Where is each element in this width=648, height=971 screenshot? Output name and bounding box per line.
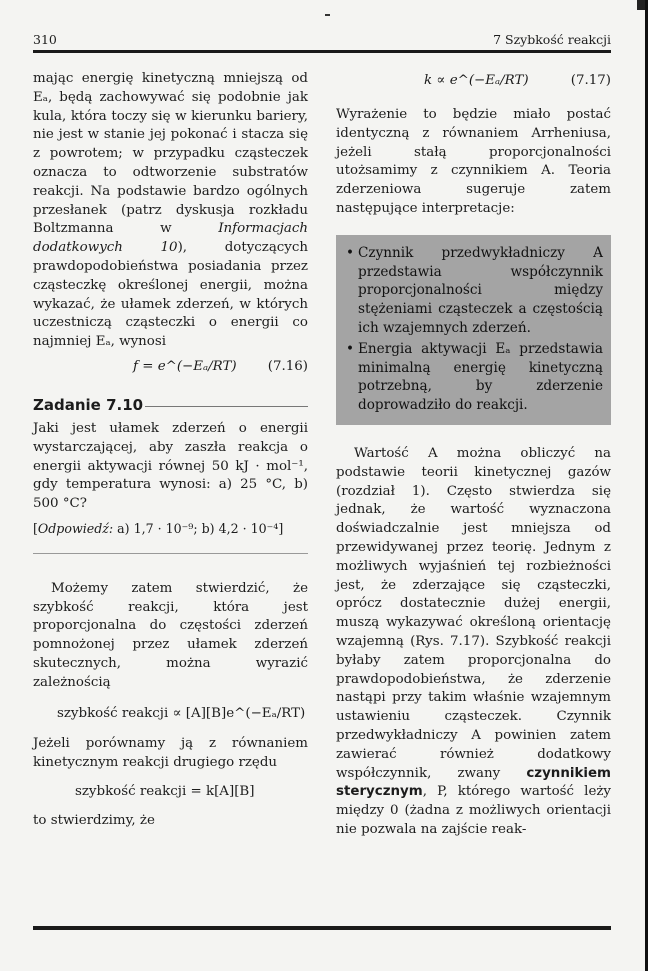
equation-expression: k ∝ e^(−Eₐ/RT)	[424, 73, 529, 88]
equation-7-17	[336, 70, 611, 92]
scan-mark	[325, 14, 330, 16]
answer-label: Odpowiedź:	[37, 520, 114, 536]
page-number: 310	[33, 32, 57, 47]
body-paragraph: Wyrażenie to będzie miało postać identyczną z równaniem Arrheniusa, jeżeli stałą proporcjonalności utożsamimy z czynnikiem A. Teoria zderzeniowa sugeruje zatem następujące interpretacje:	[336, 107, 611, 216]
term-steric-factor: czynnikiem sterycznym	[336, 765, 611, 800]
key-point: • Czynnik przedwykładniczy A przedstawia współczynnik proporcjonalności między stężeniami cząsteczek a częstością ich wzajemnych zderzeń.	[346, 244, 603, 338]
task-heading	[33, 390, 308, 420]
scan-corner-mark	[637, 0, 645, 10]
equation-number: (7.17)	[570, 73, 611, 88]
task-text: Jaki jest ułamek zderzeń o energii wystarczającej, aby zaszła reakcja o energii aktywacji równej 50 kJ · mol⁻¹, gdy temperatura wynosi: a) 25 °C, b) 500 °C?	[33, 420, 308, 512]
header-rule	[33, 50, 611, 53]
second-order-rate-law: szybkość reakcji = k[A][B]	[75, 783, 255, 799]
answer-value: a) 1,7 · 10⁻⁹; b) 4,2 · 10⁻⁴	[117, 520, 279, 536]
left-column	[33, 70, 308, 831]
body-paragraph: Jeżeli porównamy ją z równaniem kinetycznym reakcji drugiego rzędu	[33, 736, 308, 771]
task-answer: [Odpowiedź: a) 1,7 · 10⁻⁹; b) 4,2 · 10⁻⁴]	[33, 520, 284, 536]
task-title: Zadanie 7.10	[33, 395, 144, 414]
right-column	[336, 70, 611, 840]
task-separator	[33, 553, 308, 554]
equation-number: (7.16)	[267, 358, 308, 374]
running-header	[33, 28, 611, 50]
body-paragraph: Możemy zatem stwierdzić, że szybkość reakcji, która jest proporcjonalna do częstości zderzeń pomnożonej przez ułamek zderzeń skutecznych, można wyrazić zależnością	[33, 580, 308, 690]
body-paragraph: Wartość A można obliczyć na podstawie teorii kinetycznej gazów (rozdział 1). Często stwierdza się jednak, że wartość wyznaczona doświadczalnie jest mniejsza od przewidywanej przez teorię. Jednym z możliwych wyjaśnień tej rozbieżności jest, że zderzające się cząsteczki, oprócz dostatecznie dużej energii, muszą wykazywać określoną orientację wzajemną (Rys. 7.17). Szybkość reakcji byłaby zatem proporcjonalna do prawdopodobieństwa, że zderzenie nastąpi przy takim właśnie wzajemnym ustawieniu cząsteczek. Czynnik przedwykładniczy A powinien zatem zawierać również dodatkowy współczynnik, zwany czynnikiem sterycznym, P, którego wartość leży między 0 (żadna z możliwych orientacji nie pozwala na zajście reak-	[336, 445, 611, 837]
footer-rule	[33, 926, 611, 930]
key-point: • Energia aktywacji Eₐ przedstawia minimalną energię kinetyczną potrzebną, by zderzenie doprowadziło do reakcji.	[346, 340, 603, 415]
chapter-title: 7 Szybkość reakcji	[493, 32, 611, 47]
rate-proportionality-formula: szybkość reakcji ∝ [A][B]e^(−Eₐ/RT)	[57, 705, 306, 721]
task-heading-rule	[145, 406, 308, 407]
equation-expression: f = e^(−Eₐ/RT)	[133, 358, 237, 374]
body-paragraph: to stwierdzimy, że	[33, 812, 155, 828]
body-paragraph: mając energię kinetyczną mniejszą od Eₐ, będą zachowywać się podobnie jak kula, która toczy się w kierunku bariery, nie jest w stanie jej pokonać i stacza się z powrotem; w przypadku cząsteczek oznacza to odtworzenie substratów reakcji. Na podstawie bardzo ogólnych przesłanek (patrz dyskusja rozkładu Boltzmanna w Informacjach dodatkowych 10), dotyczących prawdopodobieństwa posiadania przez cząsteczkę określonej energii, można wykazać, że ułamek zderzeń, w których uczestniczą cząsteczki o energii co najmniej Eₐ, wynosi	[33, 71, 308, 350]
key-points-box	[336, 235, 611, 425]
reference-italic: Informacjach dodatkowych 10	[33, 221, 308, 256]
equation-7-16	[33, 356, 308, 378]
